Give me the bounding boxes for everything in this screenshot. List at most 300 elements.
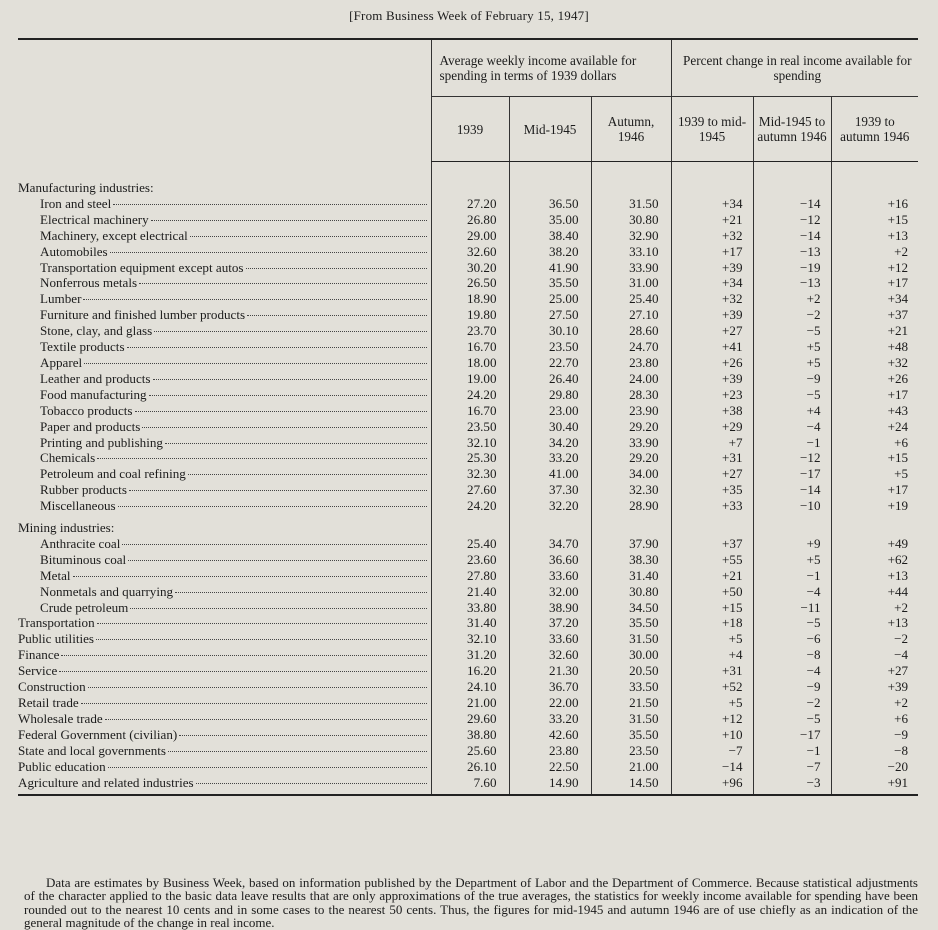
spacer-cell (671, 162, 753, 181)
row-label (18, 695, 431, 711)
pct-1939-mid-1945: +96 (671, 775, 753, 796)
pct-1939-mid-1945: +37 (671, 536, 753, 552)
dot-leader (139, 283, 426, 284)
value-1939: 24.20 (431, 498, 509, 514)
income-group-header: Average weekly income available for spending in terms of 1939 dollars (431, 39, 671, 97)
pct-1939-mid-1945: +26 (671, 355, 753, 371)
table-row (18, 615, 918, 631)
pct-1939-autumn-1946: +17 (831, 275, 918, 291)
pct-mid-1945-autumn-1946: +2 (753, 291, 831, 307)
pct-1939-mid-1945: +55 (671, 552, 753, 568)
row-label-text: Agriculture and related industries (18, 774, 194, 790)
label-with-leader (40, 387, 427, 403)
table-row (18, 371, 918, 387)
table-row (18, 387, 918, 403)
row-label-text: Service (18, 663, 58, 679)
pct-mid-1945-autumn-1946: −19 (753, 260, 831, 276)
row-label (18, 307, 431, 323)
dot-leader (81, 703, 427, 704)
value-autumn-1946: 23.80 (591, 355, 671, 371)
dot-leader (151, 220, 427, 221)
pct-mid-1945-autumn-1946: −13 (753, 244, 831, 260)
pct-1939-autumn-1946: +2 (831, 244, 918, 260)
row-label-text: Construction (18, 679, 86, 695)
pct-1939-autumn-1946: −4 (831, 647, 918, 663)
dot-leader (96, 639, 426, 640)
section-label: Mining industries: (18, 520, 115, 536)
value-1939: 32.10 (431, 435, 509, 451)
table-body (18, 162, 918, 796)
value-mid-1945: 25.00 (509, 291, 591, 307)
label-with-leader (40, 498, 427, 514)
value-mid-1945: 36.70 (509, 679, 591, 695)
pct-1939-autumn-1946: +15 (831, 212, 918, 228)
value-1939 (431, 520, 509, 536)
pct-mid-1945-autumn-1946: −13 (753, 275, 831, 291)
value-autumn-1946: 35.50 (591, 615, 671, 631)
dot-leader (175, 592, 426, 593)
col-header-1939: 1939 (431, 97, 509, 162)
dot-leader (129, 490, 427, 491)
row-label (18, 435, 431, 451)
label-with-leader (40, 584, 427, 600)
pct-1939-autumn-1946: +13 (831, 568, 918, 584)
value-mid-1945: 32.60 (509, 647, 591, 663)
value-1939: 29.00 (431, 228, 509, 244)
pct-1939-autumn-1946: +13 (831, 228, 918, 244)
value-1939: 33.80 (431, 600, 509, 616)
pct-1939-mid-1945: +31 (671, 450, 753, 466)
value-1939: 25.60 (431, 743, 509, 759)
value-autumn-1946: 34.50 (591, 600, 671, 616)
pct-1939-autumn-1946: +37 (831, 307, 918, 323)
pct-mid-1945-autumn-1946: −8 (753, 647, 831, 663)
row-label (18, 260, 431, 276)
value-1939: 16.20 (431, 663, 509, 679)
spacer-row (18, 162, 918, 181)
pct-mid-1945-autumn-1946: +5 (753, 552, 831, 568)
pct-mid-1945-autumn-1946: −17 (753, 466, 831, 482)
row-label (18, 631, 431, 647)
dot-leader (97, 623, 427, 624)
value-mid-1945: 29.80 (509, 387, 591, 403)
row-label (18, 743, 431, 759)
value-1939: 32.10 (431, 631, 509, 647)
value-autumn-1946: 37.90 (591, 536, 671, 552)
row-label-text: Automobiles (40, 243, 108, 259)
col-header-1939-to-mid-1945: 1939 to mid-1945 (671, 97, 753, 162)
pct-1939-mid-1945: +12 (671, 711, 753, 727)
table-row (18, 584, 918, 600)
label-with-leader (18, 663, 427, 679)
dot-leader (128, 560, 426, 561)
table-row (18, 775, 918, 796)
row-label (18, 711, 431, 727)
value-mid-1945: 32.00 (509, 584, 591, 600)
pct-mid-1945-autumn-1946: −5 (753, 711, 831, 727)
row-label-text: Public utilities (18, 631, 95, 647)
value-autumn-1946: 24.70 (591, 339, 671, 355)
value-autumn-1946: 21.50 (591, 695, 671, 711)
pct-1939-autumn-1946: +48 (831, 339, 918, 355)
value-mid-1945: 35.00 (509, 212, 591, 228)
row-label (18, 403, 431, 419)
value-autumn-1946: 31.00 (591, 275, 671, 291)
value-1939: 16.70 (431, 339, 509, 355)
value-mid-1945: 32.20 (509, 498, 591, 514)
spacer-cell (831, 162, 918, 181)
row-label-text: Nonmetals and quarrying (40, 583, 174, 599)
value-autumn-1946: 31.50 (591, 711, 671, 727)
pct-1939-autumn-1946: +21 (831, 323, 918, 339)
dot-leader (73, 576, 427, 577)
row-label-text: Tobacco products (40, 402, 133, 418)
value-mid-1945: 37.20 (509, 615, 591, 631)
table-row (18, 355, 918, 371)
pct-1939-mid-1945: +52 (671, 679, 753, 695)
col-header-mid-1945-to-autumn-1946: Mid-1945 to autumn 1946 (753, 97, 831, 162)
pct-mid-1945-autumn-1946: −14 (753, 196, 831, 212)
pct-1939-mid-1945: +32 (671, 291, 753, 307)
table-row (18, 196, 918, 212)
value-1939: 32.60 (431, 244, 509, 260)
row-label-text: Printing and publishing (40, 434, 163, 450)
pct-1939-mid-1945: +39 (671, 260, 753, 276)
value-mid-1945: 26.40 (509, 371, 591, 387)
pct-mid-1945-autumn-1946: −14 (753, 482, 831, 498)
table-row (18, 600, 918, 616)
value-1939: 21.00 (431, 695, 509, 711)
row-label-text: Federal Government (civilian) (18, 726, 178, 742)
pct-1939-mid-1945: +34 (671, 196, 753, 212)
pct-1939-mid-1945: +27 (671, 323, 753, 339)
table-row (18, 498, 918, 514)
value-autumn-1946: 29.20 (591, 450, 671, 466)
row-label-text: Machinery, except electrical (40, 227, 188, 243)
pct-mid-1945-autumn-1946: +5 (753, 355, 831, 371)
pct-mid-1945-autumn-1946: −2 (753, 307, 831, 323)
label-with-leader (40, 323, 427, 339)
row-label-text: Stone, clay, and glass (40, 323, 153, 339)
pct-1939-autumn-1946: +19 (831, 498, 918, 514)
value-autumn-1946: 14.50 (591, 775, 671, 796)
pct-mid-1945-autumn-1946: −5 (753, 323, 831, 339)
value-autumn-1946: 38.30 (591, 552, 671, 568)
row-label-text: Apparel (40, 354, 83, 370)
pct-1939-mid-1945: +15 (671, 600, 753, 616)
value-autumn-1946: 24.00 (591, 371, 671, 387)
col-header-mid-1945: Mid-1945 (509, 97, 591, 162)
row-label (18, 275, 431, 291)
row-label-text: Transportation (18, 615, 95, 631)
value-1939: 31.20 (431, 647, 509, 663)
pct-mid-1945-autumn-1946: +5 (753, 339, 831, 355)
pct-1939-mid-1945: +39 (671, 307, 753, 323)
row-label (18, 663, 431, 679)
pct-1939-mid-1945: +39 (671, 371, 753, 387)
row-label (18, 647, 431, 663)
pct-1939-mid-1945: +38 (671, 403, 753, 419)
pct-1939-mid-1945: +41 (671, 339, 753, 355)
row-label-text: Paper and products (40, 418, 141, 434)
pct-1939-mid-1945: +21 (671, 568, 753, 584)
value-1939 (431, 180, 509, 196)
label-with-leader (40, 552, 427, 568)
value-mid-1945: 41.90 (509, 260, 591, 276)
pct-mid-1945-autumn-1946: −9 (753, 679, 831, 695)
pct-mid-1945-autumn-1946: −4 (753, 419, 831, 435)
row-label (18, 387, 431, 403)
table-row (18, 743, 918, 759)
dot-leader (118, 506, 427, 507)
dot-leader (110, 252, 427, 253)
pct-1939-autumn-1946: +43 (831, 403, 918, 419)
value-autumn-1946: 30.80 (591, 584, 671, 600)
row-label (18, 339, 431, 355)
value-1939: 19.00 (431, 371, 509, 387)
pct-1939-mid-1945: −7 (671, 743, 753, 759)
row-label (18, 466, 431, 482)
table-row (18, 647, 918, 663)
pct-1939-mid-1945: +34 (671, 275, 753, 291)
row-label-text: Miscellaneous (40, 498, 116, 514)
pct-1939-autumn-1946: −2 (831, 631, 918, 647)
row-label-text: Crude petroleum (40, 599, 129, 615)
table-row (18, 403, 918, 419)
pct-1939-autumn-1946: +32 (831, 355, 918, 371)
table-row (18, 466, 918, 482)
label-with-leader (40, 228, 427, 244)
pct-mid-1945-autumn-1946: −1 (753, 568, 831, 584)
dot-leader (246, 268, 427, 269)
spacer-cell (509, 162, 591, 181)
row-label-text: Rubber products (40, 482, 127, 498)
pct-1939-mid-1945: +27 (671, 466, 753, 482)
value-autumn-1946: 20.50 (591, 663, 671, 679)
label-with-leader (18, 743, 427, 759)
pct-1939-autumn-1946: +6 (831, 435, 918, 451)
value-1939: 29.60 (431, 711, 509, 727)
table-row (18, 711, 918, 727)
label-with-leader (40, 196, 427, 212)
table-row (18, 727, 918, 743)
value-mid-1945: 27.50 (509, 307, 591, 323)
row-label (18, 615, 431, 631)
value-mid-1945: 38.20 (509, 244, 591, 260)
pct-1939-autumn-1946: +12 (831, 260, 918, 276)
label-with-leader (18, 695, 427, 711)
row-label (18, 323, 431, 339)
value-1939: 23.70 (431, 323, 509, 339)
pct-mid-1945-autumn-1946: −14 (753, 228, 831, 244)
label-with-leader (40, 212, 427, 228)
dot-leader (88, 687, 427, 688)
value-1939: 16.70 (431, 403, 509, 419)
row-label-text: Textile products (40, 339, 125, 355)
pct-1939-autumn-1946: +27 (831, 663, 918, 679)
pct-1939-autumn-1946: +2 (831, 600, 918, 616)
dot-leader (135, 411, 427, 412)
row-label (18, 775, 431, 796)
row-label (18, 291, 431, 307)
value-autumn-1946: 28.90 (591, 498, 671, 514)
section-header-row (18, 180, 918, 196)
value-1939: 25.30 (431, 450, 509, 466)
value-mid-1945: 37.30 (509, 482, 591, 498)
row-label (18, 536, 431, 552)
value-1939: 30.20 (431, 260, 509, 276)
row-label-text: Iron and steel (40, 195, 112, 211)
value-autumn-1946: 33.90 (591, 260, 671, 276)
row-label (18, 419, 431, 435)
dot-leader (59, 671, 426, 672)
pct-1939-mid-1945: +17 (671, 244, 753, 260)
spacer-cell (18, 162, 431, 181)
dot-leader (165, 443, 427, 444)
pct-1939-autumn-1946: +15 (831, 450, 918, 466)
pct-1939-autumn-1946: +34 (831, 291, 918, 307)
table-row (18, 552, 918, 568)
pct-mid-1945-autumn-1946: −1 (753, 743, 831, 759)
spacer-cell (591, 162, 671, 181)
table-row (18, 323, 918, 339)
value-mid-1945: 14.90 (509, 775, 591, 796)
pct-1939-autumn-1946: +16 (831, 196, 918, 212)
label-with-leader (40, 275, 427, 291)
label-with-leader (18, 711, 427, 727)
table-row (18, 759, 918, 775)
label-column-header (18, 39, 431, 162)
row-label (18, 482, 431, 498)
row-label (18, 679, 431, 695)
pct-1939-mid-1945 (671, 180, 753, 196)
pct-1939-mid-1945: +50 (671, 584, 753, 600)
label-with-leader (40, 419, 427, 435)
row-label (18, 600, 431, 616)
table-row (18, 291, 918, 307)
label-with-leader (18, 727, 427, 743)
spacer-cell (431, 162, 509, 181)
value-1939: 7.60 (431, 775, 509, 796)
value-autumn-1946: 31.40 (591, 568, 671, 584)
value-1939: 26.10 (431, 759, 509, 775)
value-autumn-1946: 29.20 (591, 419, 671, 435)
pct-1939-mid-1945: +29 (671, 419, 753, 435)
label-with-leader (40, 244, 427, 260)
row-label-text: Anthracite coal (40, 535, 121, 551)
row-label (18, 196, 431, 212)
pct-1939-autumn-1946: −9 (831, 727, 918, 743)
label-with-leader (40, 339, 427, 355)
value-mid-1945: 21.30 (509, 663, 591, 679)
dot-leader (168, 751, 427, 752)
value-mid-1945: 36.50 (509, 196, 591, 212)
label-with-leader (18, 631, 427, 647)
value-mid-1945: 36.60 (509, 552, 591, 568)
value-mid-1945: 33.60 (509, 631, 591, 647)
value-1939: 18.90 (431, 291, 509, 307)
col-header-autumn-1946: Autumn, 1946 (591, 97, 671, 162)
value-autumn-1946: 23.50 (591, 743, 671, 759)
value-mid-1945: 41.00 (509, 466, 591, 482)
dot-leader (179, 735, 426, 736)
table-row (18, 244, 918, 260)
pct-1939-autumn-1946: +5 (831, 466, 918, 482)
value-1939: 26.80 (431, 212, 509, 228)
value-1939: 31.40 (431, 615, 509, 631)
label-with-leader (40, 482, 427, 498)
pct-1939-mid-1945: +5 (671, 695, 753, 711)
row-label-text: State and local governments (18, 742, 166, 758)
row-label-text: Nonferrous metals (40, 275, 138, 291)
dot-leader (84, 363, 426, 364)
value-autumn-1946: 35.50 (591, 727, 671, 743)
value-1939: 27.60 (431, 482, 509, 498)
value-1939: 23.60 (431, 552, 509, 568)
dot-leader (113, 204, 426, 205)
label-with-leader (40, 355, 427, 371)
pct-1939-mid-1945: +31 (671, 663, 753, 679)
pct-mid-1945-autumn-1946: −4 (753, 584, 831, 600)
value-autumn-1946: 34.00 (591, 466, 671, 482)
table-row (18, 307, 918, 323)
value-autumn-1946: 28.30 (591, 387, 671, 403)
pct-mid-1945-autumn-1946: −2 (753, 695, 831, 711)
table-row (18, 275, 918, 291)
pct-mid-1945-autumn-1946: −3 (753, 775, 831, 796)
row-label (18, 212, 431, 228)
value-mid-1945: 33.20 (509, 711, 591, 727)
value-1939: 24.10 (431, 679, 509, 695)
pct-1939-autumn-1946: +62 (831, 552, 918, 568)
value-autumn-1946: 32.30 (591, 482, 671, 498)
value-autumn-1946: 31.50 (591, 631, 671, 647)
row-label-text: Chemicals (40, 450, 96, 466)
value-autumn-1946 (591, 180, 671, 196)
dot-leader (153, 379, 427, 380)
pct-mid-1945-autumn-1946: −10 (753, 498, 831, 514)
row-label-text: Finance (18, 647, 60, 663)
table-row (18, 419, 918, 435)
section-header-row (18, 520, 918, 536)
row-label (18, 180, 431, 196)
row-label-text: Bituminous coal (40, 551, 127, 567)
value-mid-1945: 34.20 (509, 435, 591, 451)
dot-leader (105, 719, 427, 720)
pct-mid-1945-autumn-1946: +9 (753, 536, 831, 552)
dot-leader (188, 474, 427, 475)
value-autumn-1946: 27.10 (591, 307, 671, 323)
value-mid-1945: 22.00 (509, 695, 591, 711)
label-with-leader (18, 615, 427, 631)
source-citation: [From Business Week of February 15, 1947] (349, 8, 589, 23)
pct-1939-autumn-1946: +24 (831, 419, 918, 435)
row-label-text: Metal (40, 567, 71, 583)
pct-1939-mid-1945: +18 (671, 615, 753, 631)
dot-leader (83, 299, 426, 300)
dot-leader (196, 783, 427, 784)
label-with-leader (40, 600, 427, 616)
pct-1939-mid-1945: +10 (671, 727, 753, 743)
dot-leader (130, 608, 426, 609)
row-label (18, 244, 431, 260)
label-with-leader (40, 291, 427, 307)
label-with-leader (40, 536, 427, 552)
pct-1939-autumn-1946: +49 (831, 536, 918, 552)
pct-1939-mid-1945: +32 (671, 228, 753, 244)
pct-1939-autumn-1946: +17 (831, 387, 918, 403)
table-row (18, 212, 918, 228)
